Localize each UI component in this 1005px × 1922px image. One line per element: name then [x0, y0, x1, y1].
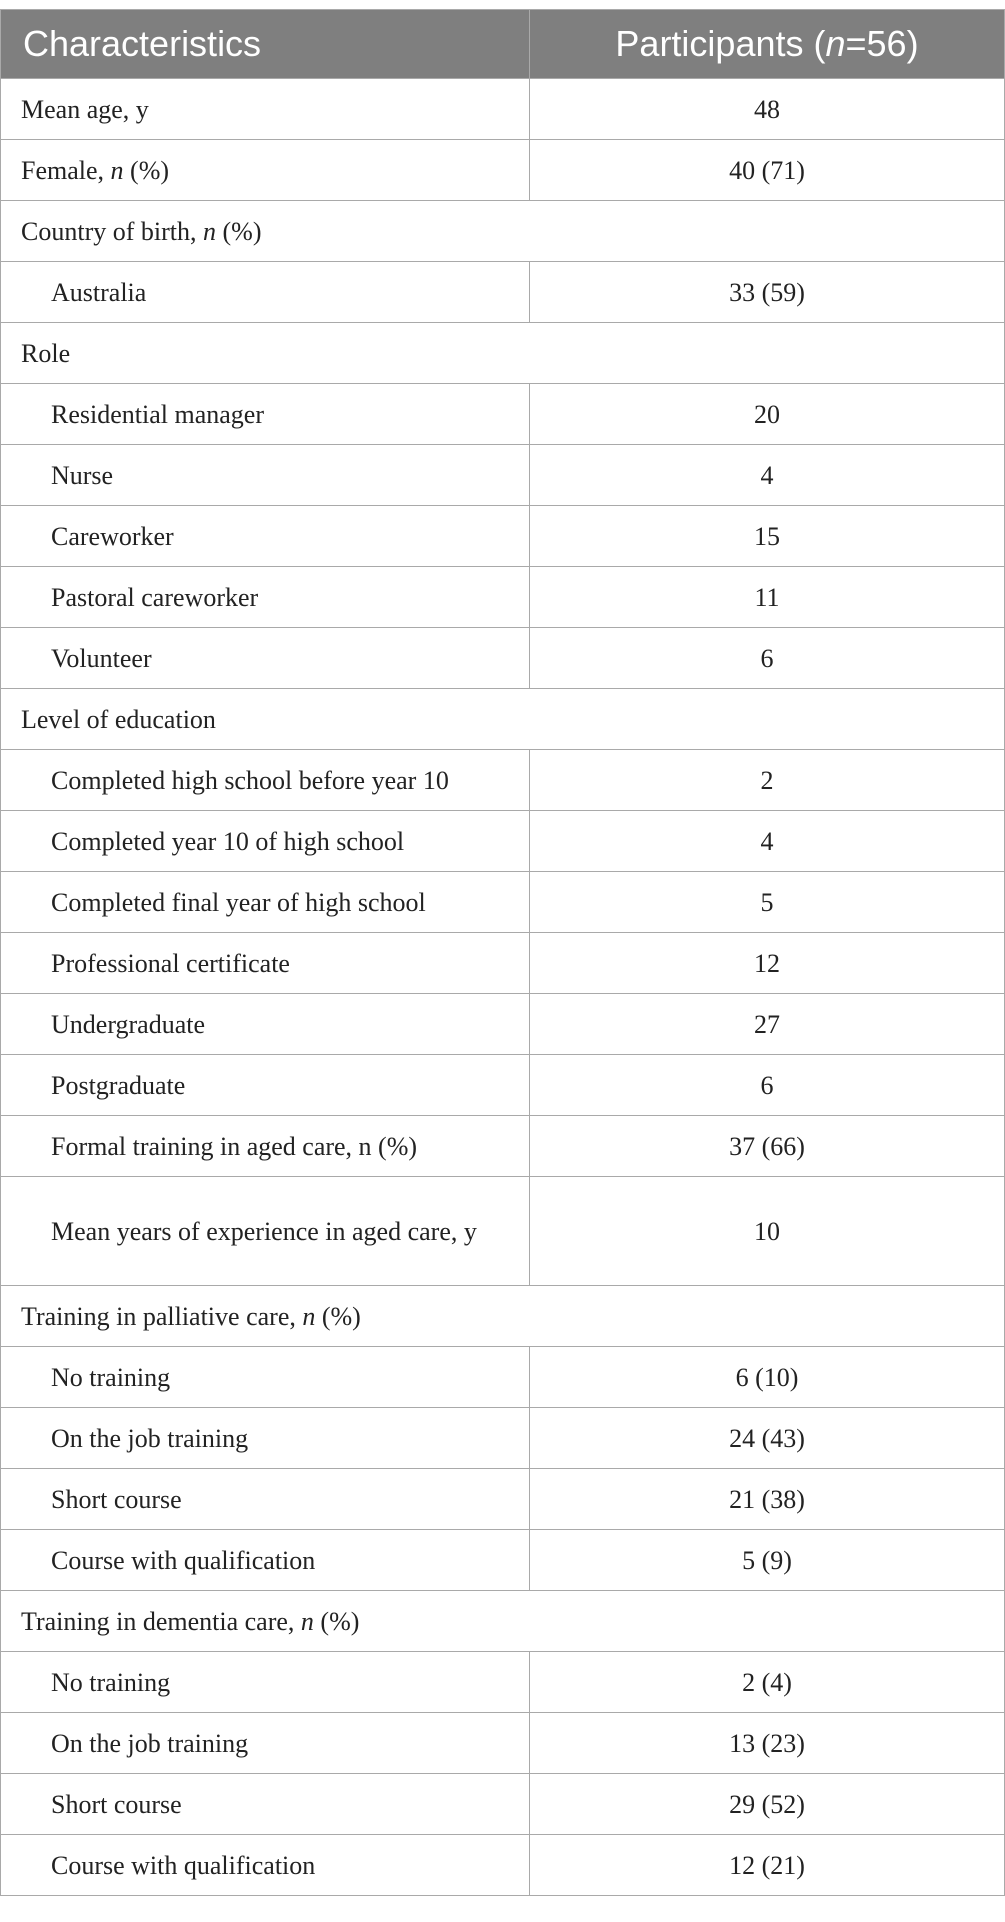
row-label: Mean age, y: [1, 79, 530, 140]
row-label: Volunteer: [1, 628, 530, 689]
section-label-n: n: [203, 216, 216, 246]
row-label: Residential manager: [1, 384, 530, 445]
section-label-suffix: (%): [313, 1606, 360, 1636]
participant-characteristics-table: [0, 9, 1005, 1896]
table-row: [1, 567, 1005, 628]
row-label: Careworker: [1, 506, 530, 567]
section-label-prefix: Training in dementia care,: [21, 1606, 301, 1636]
table-row: [1, 1835, 1005, 1896]
row-value: 4: [530, 811, 1005, 872]
row-value: 6: [530, 1055, 1005, 1116]
table-row: [1, 1177, 1005, 1286]
row-value: 10: [530, 1177, 1005, 1286]
row-value: 13 (23): [530, 1713, 1005, 1774]
row-value: 37 (66): [530, 1116, 1005, 1177]
section-label-n: n: [302, 1301, 316, 1331]
table-row: [1, 1347, 1005, 1408]
section-row: [1, 201, 1005, 262]
row-label: [1, 140, 530, 201]
row-label: Course with qualification: [1, 1530, 530, 1591]
table-row: [1, 262, 1005, 323]
section-label: [1, 1591, 1005, 1652]
row-value: 15: [530, 506, 1005, 567]
row-value: 48: [530, 79, 1005, 140]
row-label: Formal training in aged care, n (%): [1, 1116, 530, 1177]
table-row: [1, 1116, 1005, 1177]
row-value: 2 (4): [530, 1652, 1005, 1713]
row-label-suffix: (%): [123, 155, 170, 185]
section-label-suffix: (%): [216, 216, 262, 246]
row-value: 2: [530, 750, 1005, 811]
row-value: 11: [530, 567, 1005, 628]
section-label: Level of education: [1, 689, 1005, 750]
table-row: [1, 1408, 1005, 1469]
row-label: Completed year 10 of high school: [1, 811, 530, 872]
row-label: Nurse: [1, 445, 530, 506]
row-label: On the job training: [1, 1408, 530, 1469]
table-row: [1, 506, 1005, 567]
row-label: Course with qualification: [1, 1835, 530, 1896]
header-characteristics: Characteristics: [1, 10, 530, 79]
table-row: [1, 1469, 1005, 1530]
row-value: 12: [530, 933, 1005, 994]
row-label: Undergraduate: [1, 994, 530, 1055]
row-value: 20: [530, 384, 1005, 445]
table-row: [1, 1713, 1005, 1774]
row-value: 6: [530, 628, 1005, 689]
row-value: 33 (59): [530, 262, 1005, 323]
row-label: Postgraduate: [1, 1055, 530, 1116]
header-participants-n: n: [825, 23, 846, 64]
row-value: 27: [530, 994, 1005, 1055]
section-label-n: n: [300, 1606, 314, 1636]
row-value: 6 (10): [530, 1347, 1005, 1408]
section-label: [1, 1286, 1005, 1347]
row-value: 24 (43): [530, 1408, 1005, 1469]
row-label-n: n: [110, 155, 124, 185]
section-label: Role: [1, 323, 1005, 384]
section-label-prefix: Training in palliative care,: [21, 1301, 303, 1331]
header-participants-suffix: =56): [845, 23, 919, 64]
table-row: [1, 79, 1005, 140]
table-row: [1, 994, 1005, 1055]
header-row: [1, 10, 1005, 79]
section-row: [1, 1286, 1005, 1347]
row-label: Short course: [1, 1469, 530, 1530]
row-value: 4: [530, 445, 1005, 506]
row-label: No training: [1, 1347, 530, 1408]
row-label: No training: [1, 1652, 530, 1713]
table-row: [1, 1530, 1005, 1591]
section-row: [1, 1591, 1005, 1652]
row-label: On the job training: [1, 1713, 530, 1774]
section-row: [1, 323, 1005, 384]
row-label: Completed final year of high school: [1, 872, 530, 933]
header-participants-prefix: Participants (: [615, 23, 826, 64]
table-row: [1, 933, 1005, 994]
table-row: [1, 1774, 1005, 1835]
row-label: Australia: [1, 262, 530, 323]
row-label: Professional certificate: [1, 933, 530, 994]
section-label-suffix: (%): [315, 1301, 361, 1331]
row-label: Mean years of experience in aged care, y: [1, 1177, 530, 1286]
row-value: 5 (9): [530, 1530, 1005, 1591]
table-row: [1, 750, 1005, 811]
row-label: Short course: [1, 1774, 530, 1835]
row-value: 21 (38): [530, 1469, 1005, 1530]
row-label-prefix: Female,: [21, 155, 111, 185]
section-label-prefix: Country of birth,: [21, 216, 203, 246]
row-value: 5: [530, 872, 1005, 933]
table-row: [1, 628, 1005, 689]
table-row: [1, 1055, 1005, 1116]
section-label: [1, 201, 1005, 262]
header-participants: [530, 10, 1005, 79]
table-row: [1, 445, 1005, 506]
row-value: 12 (21): [530, 1835, 1005, 1896]
table-row: [1, 384, 1005, 445]
section-row: [1, 689, 1005, 750]
row-label: Pastoral careworker: [1, 567, 530, 628]
table-row: [1, 811, 1005, 872]
table-row: [1, 140, 1005, 201]
table-row: [1, 1652, 1005, 1713]
row-value: 40 (71): [530, 140, 1005, 201]
table-row: [1, 872, 1005, 933]
row-value: 29 (52): [530, 1774, 1005, 1835]
row-label: Completed high school before year 10: [1, 750, 530, 811]
